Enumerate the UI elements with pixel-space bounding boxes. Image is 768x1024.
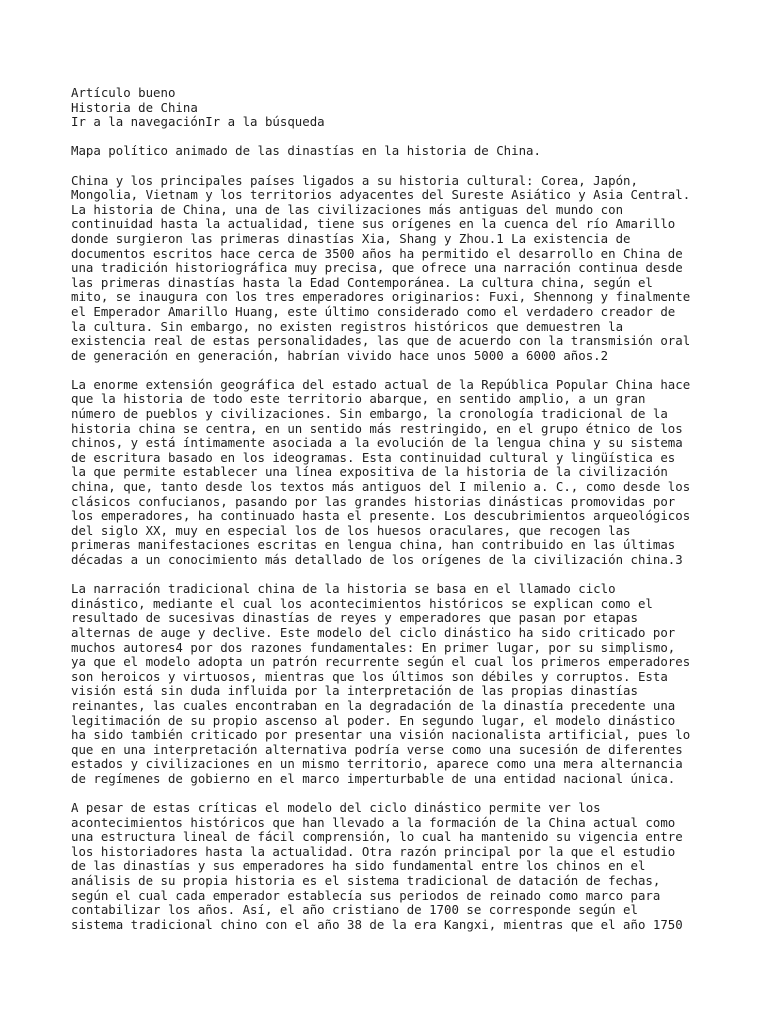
- paragraph: [71, 174, 711, 364]
- article-body: [71, 174, 711, 933]
- paragraph-line: alternas de auge y declive. Este modelo del ciclo dinástico ha sido criticado por: [71, 624, 676, 640]
- paragraph-line: según el cual cada emperador establecía sus periodos de reinado como marco para: [71, 887, 661, 903]
- paragraph-line: mito, se inaugura con los tres emperadores originarios: Fuxi, Shennong y finalmente: [71, 289, 691, 305]
- paragraph-line: continuidad hasta la actualidad, tiene sus orígenes en la cuenca del río Amarillo: [71, 216, 676, 232]
- article-badge: Artículo bueno: [71, 85, 176, 100]
- paragraph-line: una estructura lineal de fácil comprensión, lo cual ha mantenido su vigencia entre: [71, 829, 683, 845]
- paragraph-line: visión está sin duda influida por la interpretación de las propias dinastías: [71, 683, 638, 699]
- paragraph-line: la que permite establecer una línea expositiva de la historia de la civilización: [71, 464, 668, 480]
- paragraph-line: que la historia de todo este territorio abarque, en sentido amplio, a un gran: [71, 391, 646, 407]
- paragraph-line: La historia de China, una de las civilizaciones más antiguas del mundo con: [71, 201, 624, 217]
- paragraph: [71, 582, 711, 786]
- paragraph-line: número de pueblos y civilizaciones. Sin embargo, la cronología tradicional de la: [71, 406, 668, 422]
- paragraph-line: legitimación de su propio ascenso al poder. En segundo lugar, el modelo dinástico: [71, 712, 676, 728]
- spacer: [71, 130, 711, 145]
- paragraph-line: contabilizar los años. Así, el año cristiano de 1700 se corresponde según el: [71, 902, 638, 918]
- paragraph-line: de escritura basado en los ideogramas. Esta continuidad cultural y lingüística es: [71, 449, 676, 465]
- paragraph-line: son heroicos y virtuosos, mientras que los últimos son débiles y corruptos. Esta: [71, 668, 668, 684]
- spacer: [71, 568, 711, 583]
- paragraph-line: el Emperador Amarillo Huang, este último considerado como el verdadero creador de: [71, 303, 676, 319]
- spacer: [71, 159, 711, 174]
- paragraph: [71, 801, 711, 932]
- paragraph-line: A pesar de estas críticas el modelo del ciclo dinástico permite ver los: [71, 800, 601, 816]
- paragraph-line: donde surgieron las primeras dinastías Xia, Shang y Zhou.1 La existencia de: [71, 230, 631, 246]
- spacer: [71, 787, 711, 802]
- paragraph-line: una tradición historiográfica muy precisa, que ofrece una narración continua desde: [71, 260, 683, 276]
- paragraph-line: sistema tradicional chino con el año 38 de la era Kangxi, mientras que el año 1750: [71, 916, 683, 932]
- paragraph-line: reinantes, las cuales encontraban en la degradación de la dinastía precedente una: [71, 697, 676, 713]
- paragraph-line: ya que el modelo adopta un patrón recurrente según el cual los primeros emperadores: [71, 654, 691, 670]
- paragraph-line: china, que, tanto desde los textos más antiguos del I milenio a. C., como desde los: [71, 479, 691, 495]
- paragraph-line: de las dinastías y sus emperadores ha sido fundamental entre los chinos en el: [71, 858, 646, 874]
- paragraph-line: los historiadores hasta la actualidad. Otra razón principal por la que el estudio: [71, 843, 676, 859]
- map-caption: Mapa político animado de las dinastías en la historia de China.: [71, 143, 541, 159]
- paragraph-line: del siglo XX, muy en especial los de los huesos oraculares, que recogen las: [71, 522, 631, 538]
- paragraph: [71, 378, 711, 568]
- paragraph-line: muchos autores4 por dos razones fundamentales: En primer lugar, por su simplismo,: [71, 639, 676, 655]
- paragraph-line: la cultura. Sin embargo, no existen registros históricos que demuestren la: [71, 318, 624, 334]
- paragraph-line: décadas a un conocimiento más detallado de los orígenes de la civilización china.3: [71, 552, 683, 567]
- paragraph-line: China y los principales países ligados a su historia cultural: Corea, Japón,: [71, 172, 638, 188]
- paragraph-line: de regímenes de gobierno en el marco imperturbable de una entidad nacional única.: [71, 770, 676, 786]
- paragraph-line: dinástico, mediante el cual los acontecimientos históricos se explican como el: [71, 595, 653, 611]
- paragraph-line: análisis de su propia historia es el sistema tradicional de datación de fechas,: [71, 873, 661, 889]
- paragraph-line: historia china se centra, en un sentido más restringido, en el grupo étnico de los: [71, 420, 683, 436]
- paragraph-line: Mongolia, Vietnam y los territorios adyacentes del Sureste Asiático y Asia Central.: [71, 187, 691, 203]
- paragraph-line: chinos, y está íntimamente asociada a la evolución de la lengua china y su sistema: [71, 435, 683, 451]
- paragraph-line: resultado de sucesivas dinastías de reyes y emperadores que pasan por etapas: [71, 610, 638, 626]
- paragraph-line: documentos escritos hace cerca de 3500 años ha permitido el desarrollo en China de: [71, 245, 683, 261]
- paragraph-line: las primeras dinastías hasta la Edad Contemporánea. La cultura china, según el: [71, 274, 653, 290]
- paragraph-line: clásicos confucianos, pasando por las grandes historias dinásticas promovidas por: [71, 493, 676, 509]
- paragraph-line: existencia real de estas personalidades, las que de acuerdo con la transmisión oral: [71, 333, 691, 349]
- document-page: [71, 86, 711, 932]
- paragraph-line: ha sido también criticado por presentar una visión nacionalista artificial, pues lo: [71, 727, 691, 743]
- paragraph-line: La enorme extensión geográfica del estado actual de la República Popular China hace: [71, 376, 691, 392]
- paragraph-line: los emperadores, ha continuado hasta el presente. Los descubrimientos arqueológicos: [71, 508, 691, 524]
- skip-links[interactable]: Ir a la navegaciónIr a la búsqueda: [71, 114, 325, 130]
- paragraph-line: que en una interpretación alternativa podría verse como una sucesión de diferentes: [71, 741, 683, 757]
- paragraph-line: acontecimientos históricos que han llevado a la formación de la China actual como: [71, 814, 676, 830]
- paragraph-line: primeras manifestaciones escritas en lengua china, han contribuido en las últimas: [71, 537, 676, 553]
- paragraph-line: La narración tradicional china de la historia se basa en el llamado ciclo: [71, 581, 616, 597]
- spacer: [71, 363, 711, 378]
- page-title: Historia de China: [71, 99, 198, 115]
- paragraph-line: de generación en generación, habrían vivido hace unos 5000 a 6000 años.2: [71, 347, 609, 363]
- paragraph-line: estados y civilizaciones en un mismo territorio, aparece como una mera alternancia: [71, 756, 683, 772]
